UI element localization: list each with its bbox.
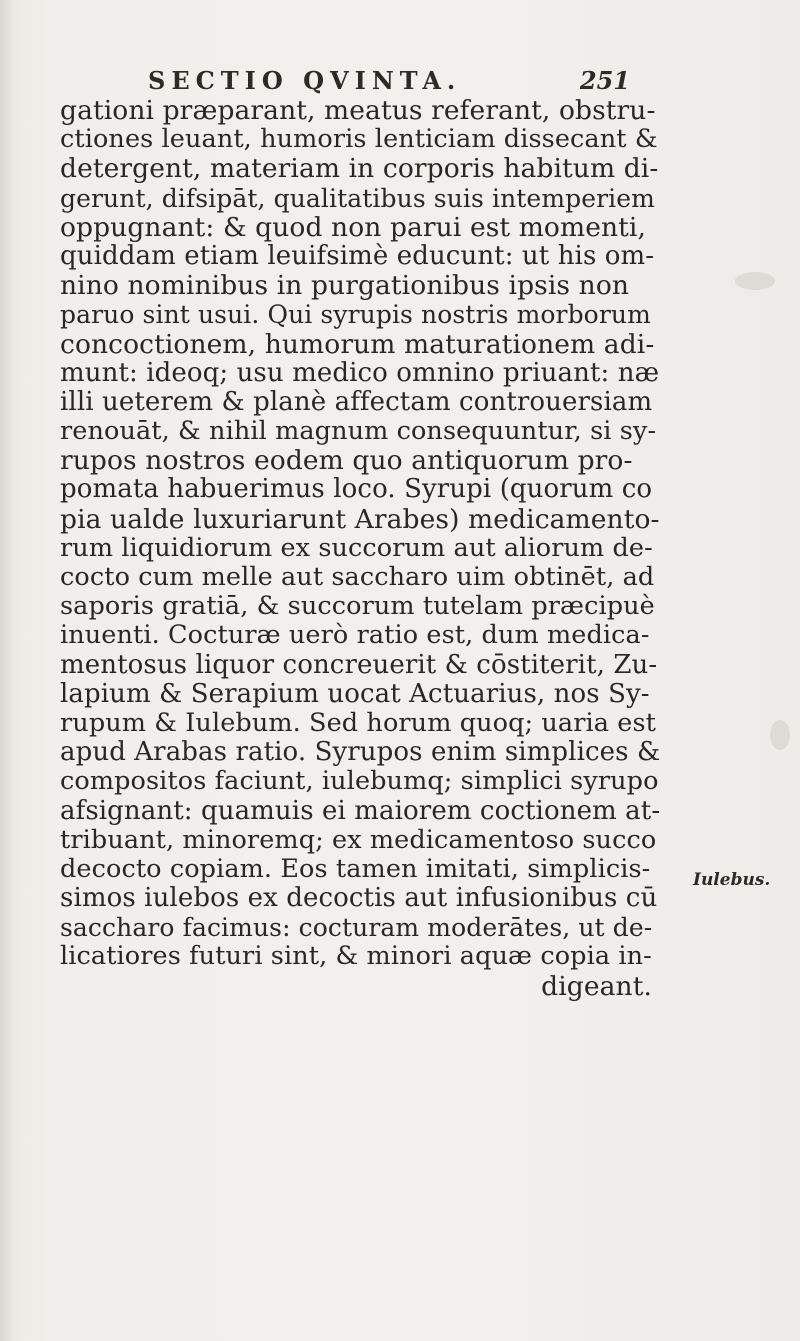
text-line: cocto cum melle aut saccharo uim obtinēt, ad: [60, 562, 655, 592]
text-line: ctiones leuant, humoris lenticiam dissecant &: [60, 124, 658, 155]
text-line: oppugnant: & quod non parui est momenti,: [60, 211, 647, 243]
text-line: rum liquidiorum ex succorum aut aliorum de-: [60, 532, 653, 563]
text-line: tribuant, minoremq; ex medicamentoso succo: [60, 824, 657, 855]
text-line: renouāt, & nihil magnum consequuntur, si sy-: [60, 416, 657, 447]
body-text: [60, 96, 660, 1001]
text-line: simos iulebos ex decoctis aut infusionibus cū: [60, 883, 658, 914]
text-line: illi ueterem & planè affectam controuersiam: [60, 386, 653, 417]
margin-note: Iulebus.: [693, 870, 771, 890]
text-line: paruo sint usui. Qui syrupis nostris morborum: [60, 300, 651, 330]
text-line: apud Arabas ratio. Syrupos enim simplices &: [60, 737, 661, 768]
text-line: decocto copiam. Eos tamen imitati, simplicis-: [60, 853, 651, 884]
text-line: gationi præparant, meatus referant, obstru-: [60, 95, 656, 126]
text-line: gerunt, difsipāt, qualitatibus suis intemperiem: [60, 183, 655, 213]
text-line: detergent, materiam in corporis habitum di-: [60, 153, 659, 185]
ink-smudge: [735, 272, 775, 290]
text-line: pia ualde luxuriarunt Arabes) medicamento-: [60, 503, 660, 535]
text-line: saporis gratiā, & succorum tutelam præcipuè: [60, 591, 655, 622]
text-line: compositos faciunt, iulebumq; simplici syrupo: [60, 766, 659, 797]
text-line: rupum & Iulebum. Sed horum quoq; uaria est: [60, 707, 657, 738]
gutter-shadow: [0, 0, 14, 1341]
text-line-catchword: digeant.: [541, 970, 652, 1002]
text-line: quiddam etiam leuifsimè educunt: ut his om-: [60, 240, 655, 271]
text-line: munt: ideoq; usu medico omnino priuant: næ: [60, 357, 660, 388]
text-line: licatiores futuri sint, & minori aquæ copia in-: [60, 941, 652, 972]
running-head-title: SECTIO QVINTA.: [148, 66, 462, 95]
ink-smudge: [770, 720, 790, 750]
text-line: concoctionem, humorum maturationem adi-: [60, 328, 655, 360]
text-line: lapium & Serapium uocat Actuarius, nos Sy-: [60, 678, 650, 709]
text-line: mentosus liquor concreuerit & cōstiterit, Zu-: [60, 649, 658, 680]
text-line: nino nominibus in purgationibus ipsis non: [60, 270, 630, 302]
page-number: 251: [579, 66, 630, 95]
text-line: inuenti. Cocturæ uerò ratio est, dum medica-: [60, 620, 650, 651]
text-line: saccharo facimus: cocturam moderātes, ut de-: [60, 913, 653, 943]
text-line: afsignant: quamuis ei maiorem coctionem at-: [60, 795, 661, 826]
text-line: rupos nostros eodem quo antiquorum pro-: [60, 445, 633, 477]
text-line: pomata habuerimus loco. Syrupi (quorum co: [60, 474, 653, 505]
